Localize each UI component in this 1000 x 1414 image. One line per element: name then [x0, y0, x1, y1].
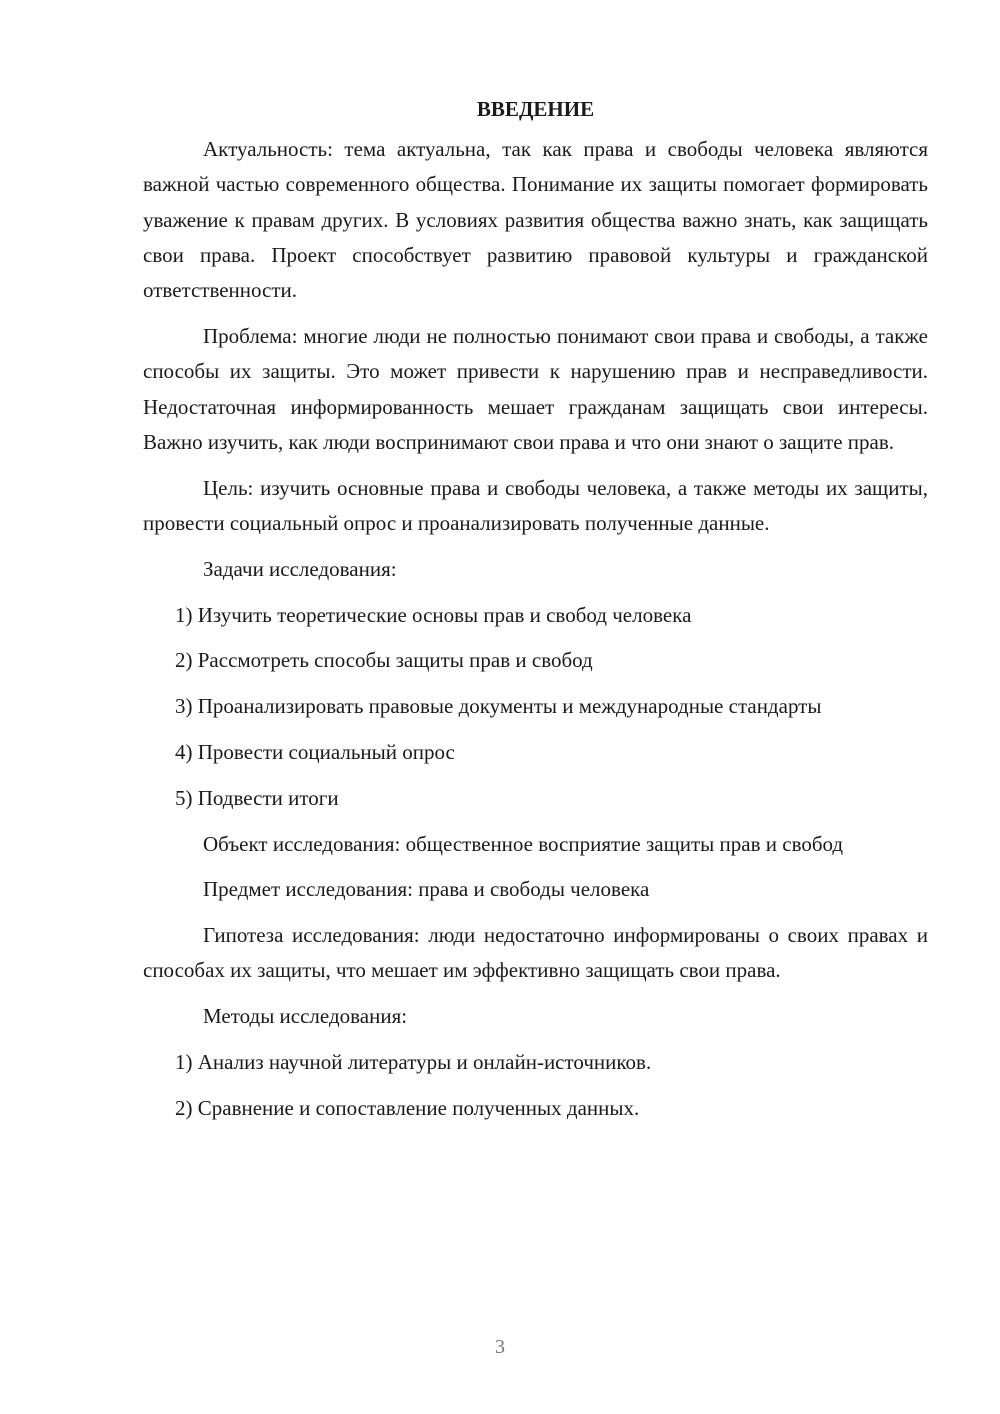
page-number: 3 — [495, 1336, 505, 1358]
method-item-2: 2) Сравнение и сопоставление полученных данных. — [175, 1095, 640, 1120]
hypothesis-paragraph: Гипотеза исследования: люди недостаточно информированы о своих правах и способах их защиты, что мешает им эффективно защищать свои права. — [143, 923, 928, 983]
object-paragraph: Объект исследования: общественное восприятие защиты прав и свобод — [203, 831, 844, 856]
document-title: ВВЕДЕНИЕ — [476, 97, 595, 121]
task-item-2: 2) Рассмотреть способы защиты прав и свобод — [175, 648, 593, 673]
tasks-heading: Задачи исследования: — [203, 556, 397, 581]
task-item-1: 1) Изучить теоретические основы прав и свобод человека — [175, 602, 692, 627]
goal-paragraph: Цель: изучить основные права и свободы человека, а также методы их защиты, провести социальный опрос и проанализировать полученные данные. — [143, 475, 928, 535]
relevance-paragraph: Актуальность: тема актуальна, так как права и свободы человека являются важной частью современного общества. Понимание их защиты помогает формировать уважение к правам других. В условиях развития общества важно знать, как защищать свои права. Проект способствует развитию правовой культуры и гражданской ответственности. — [143, 137, 928, 303]
task-item-5: 5) Подвести итоги — [175, 785, 339, 810]
task-item-4: 4) Провести социальный опрос — [175, 739, 455, 764]
task-item-3: 3) Проанализировать правовые документы и международные стандарты — [175, 694, 822, 719]
subject-paragraph: Предмет исследования: права и свободы человека — [203, 877, 650, 902]
method-item-1: 1) Анализ научной литературы и онлайн-источников. — [175, 1050, 652, 1075]
problem-paragraph: Проблема: многие люди не полностью понимают свои права и свободы, а также способы их защиты. Это может привести к нарушению прав и несправедливости. Недостаточная информированность мешает гражданам защищать свои интересы. Важно изучить, как люди воспринимают свои права и что они знают о защите прав. — [143, 323, 928, 454]
document-page — [143, 96, 928, 1137]
methods-heading: Методы исследования: — [203, 1004, 408, 1029]
